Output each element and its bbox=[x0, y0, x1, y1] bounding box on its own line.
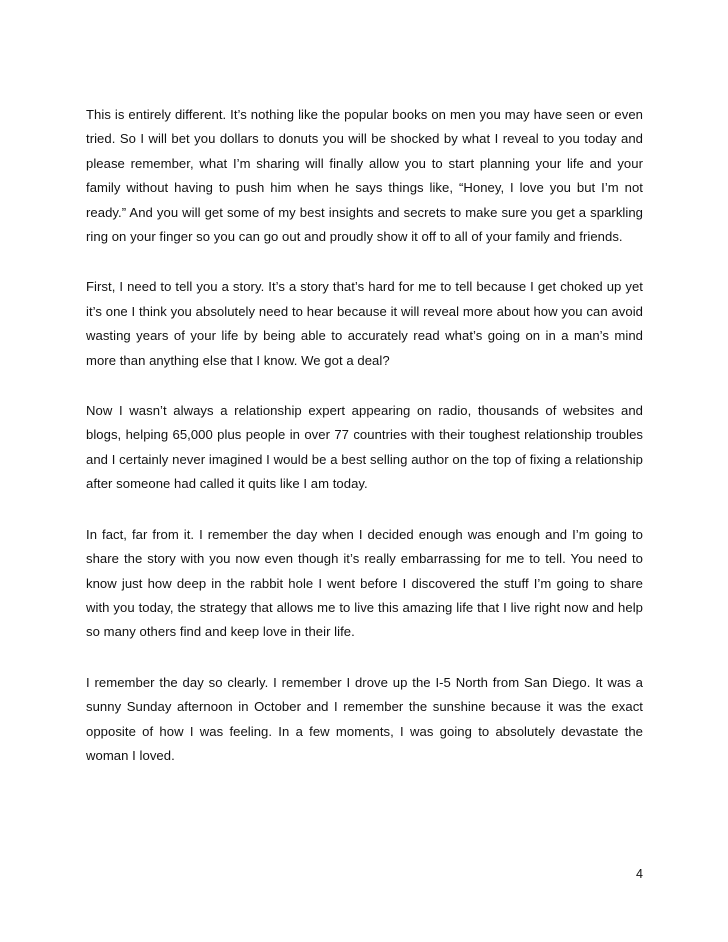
paragraph-2: First, I need to tell you a story. It’s a story that’s hard for me to tell because I get choked up yet it’s one I think you absolutely need to hear because it will reveal more about how you can avoid wasting years of your life by being able to accurately read what’s going on in a man’s mind more than anything else that I know. We got a deal? bbox=[86, 279, 643, 368]
paragraph-3: Now I wasn’t always a relationship expert appearing on radio, thousands of websites and blogs, helping 65,000 plus people in over 77 countries with their toughest relationship troubles and I certainly never imagined I would be a best selling author on the top of fixing a relationship after someone had called it quits like I am today. bbox=[86, 403, 643, 492]
paragraph-5: I remember the day so clearly. I remember I drove up the I-5 North from San Diego. It was a sunny Sunday afternoon in October and I remember the sunshine because it was the exact opposite of how I was feeling. In a few moments, I was going to absolutely devastate the woman I loved. bbox=[86, 674, 643, 763]
paragraph-1: This is entirely different. It’s nothing like the popular books on men you may have seen or even tried. So I will bet you dollars to donuts you will be shocked by what I reveal to you today and please remember, what I’m sharing will finally allow you to start planning your life and your family without having to push him when he says things like, “Honey, I love you but I’m not ready.” And you will get some of my best insights and secrets to make sure you get a sparkling ring on your finger so you can go out and proudly show it off to all of your family and friends. bbox=[86, 107, 643, 245]
paragraph-4: In fact, far from it. I remember the day when I decided enough was enough and I’m going to share the story with you now even though it’s really embarrassing for me to tell. You need to know just how deep in the rabbit hole I went before I discovered the stuff I’m going to share with you today, the strategy that allows me to live this amazing life that I live right now and help so many others find and keep love in their life. bbox=[86, 526, 643, 640]
document-body bbox=[86, 103, 643, 794]
page-number: 4 bbox=[636, 867, 643, 881]
